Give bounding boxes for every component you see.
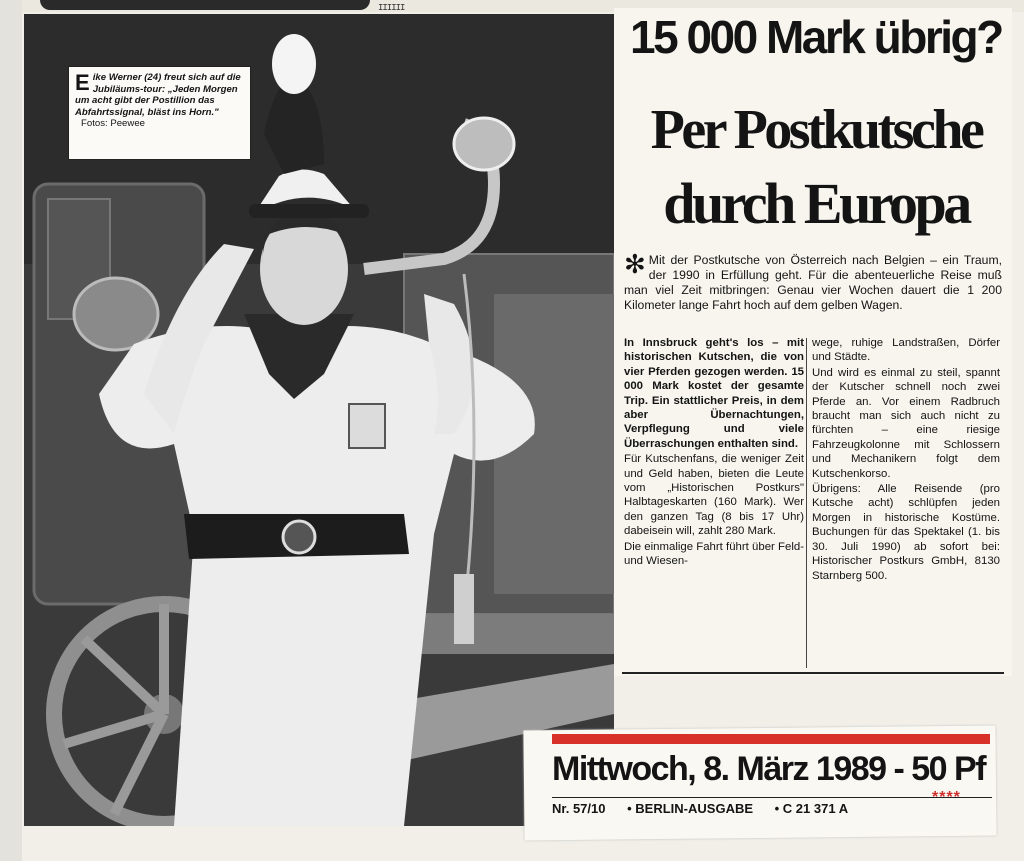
edition-stars: **** xyxy=(932,789,961,806)
page-edge xyxy=(0,0,22,861)
article-lead xyxy=(624,249,1002,313)
col1-paragraph-1: In Innsbruck geht's los – mit historischen Kutschen, die von vier Pferden gezogen werden. 15 000 Mark kostet der gesamte Trip. Ein stattlicher Preis, in dem aber Übernachtungen, Verpflegung und viele Überraschungen enthalten sind. xyxy=(624,337,804,450)
col1-paragraph-3: Die einmalige Fahrt führt über Feld- und Wiesen- xyxy=(624,540,804,568)
dateline-red-bar xyxy=(552,734,990,744)
col2-paragraph-1: wege, ruhige Landstraßen, Dörfer und Städte. xyxy=(812,337,1000,364)
col2-paragraph-3: Übrigens: Alle Reisende (pro Kutsche acht) schlüpfen jeden Morgen in historische Kostüme. Buchungen für das Spektakel (1. bis 30. Juli 1990) ab sofort bei: Historischer Postkurs GmbH, 8130 Starnberg 500. xyxy=(812,483,1000,582)
article-column-2 xyxy=(812,336,1000,584)
headline-main-line1: Per Postkutsche xyxy=(650,99,982,161)
caption-dropcap: E xyxy=(75,70,90,95)
photo-caption xyxy=(68,66,251,160)
headline-kicker: 15 000 Mark übrig? xyxy=(630,11,1002,63)
dateline-date-price: Mittwoch, 8. März 1989 - 50 Pf xyxy=(552,750,986,788)
issue-number: Nr. 57/10 xyxy=(552,801,606,816)
masthead-fragment xyxy=(40,0,370,10)
headline-main-line2: durch Europa xyxy=(663,171,969,236)
lead-text: Mit der Postkutsche von Österreich nach Belgien – ein Traum, der 1990 in Erfüllung geht. Für die abenteuerliche Reise muß man viel Zeit mitbringen: Genau vier Wochen dauert die 1 200 Kilometer lange Fahrt hoch auf dem gelben Wagen. xyxy=(624,253,1002,312)
asterisk-icon: ✻ xyxy=(624,249,646,279)
photo-credit: Fotos: Peewee xyxy=(81,118,145,130)
masthead-ticks: IIIIII xyxy=(378,3,405,13)
edition-name: • BERLIN-AUSGABE xyxy=(627,801,754,816)
dateline-edition-row xyxy=(552,797,992,816)
news-photo xyxy=(24,14,614,826)
article-column-1 xyxy=(624,336,804,570)
col1-paragraph-2: Für Kutschenfans, die weniger Zeit und Geld haben, bieten die Leute vom „Historischen Postkurs" Halbtageskarten (160 Mark). Wer den ganzen Tag (8 bis 17 Uhr) dabeisein will, zahlt 280 Mark. xyxy=(624,453,804,538)
column-divider xyxy=(806,338,807,668)
col2-paragraph-2: Und wird es einmal zu steil, spannt der Kutscher schnell noch zwei Pferde an. Vor einem Radbruch braucht man sich auch nicht zu fürchten – eine riesige Fahrzeugkolonne mit Schlossern und Mechanikern folgt dem Kutschenkorso. xyxy=(812,366,1000,480)
article-bottom-rule xyxy=(622,672,1004,674)
edition-code: • C 21 371 A xyxy=(774,801,849,816)
caption-text: ike Werner (24) freut sich auf die Jubiläums-tour: „Jeden Morgen um acht gibt der Postillion das Abfahrtssignal, bläst ins Horn." xyxy=(75,72,241,118)
